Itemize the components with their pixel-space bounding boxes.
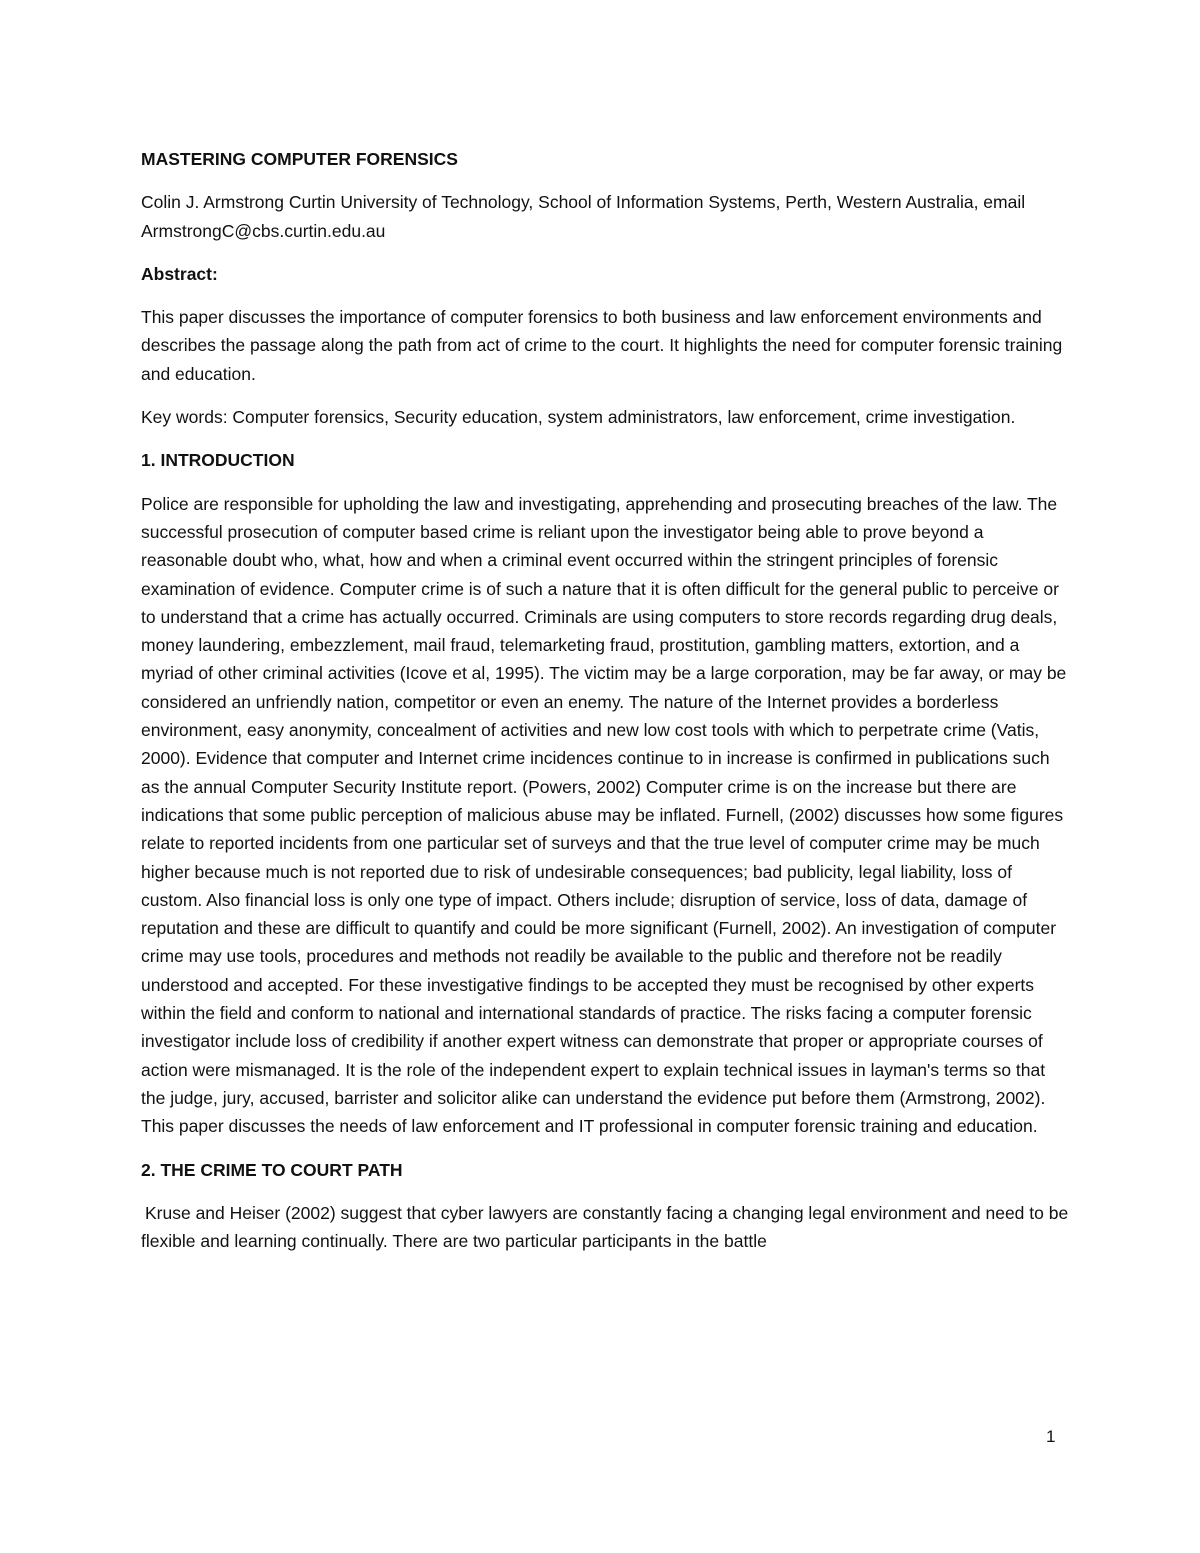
author-affiliation: Colin J. Armstrong Curtin University of Technology, School of Information Systems, Perth, Western Australia, email ArmstrongC@cbs.curtin.edu.au bbox=[141, 192, 1026, 241]
page-content bbox=[141, 145, 1071, 1270]
page-number: 1 bbox=[1046, 1427, 1056, 1446]
keywords: Key words: Computer forensics, Security education, system administrators, law enforcement, crime investigation. bbox=[141, 407, 1016, 428]
section-heading-crime-to-court: 2. THE CRIME TO COURT PATH bbox=[141, 1159, 403, 1180]
abstract-label: Abstract: bbox=[141, 263, 218, 284]
crime-to-court-body: Kruse and Heiser (2002) suggest that cyber lawyers are constantly facing a changing legal environment and need to be flexible and learning continually. There are two particular participants in the battle bbox=[141, 1202, 1069, 1252]
introduction-body: Police are responsible for upholding the law and investigating, apprehending and prosecuting breaches of the law. The successful prosecution of computer based crime is reliant upon the investigator being able to prove beyond a reasonable doubt who, what, how and when a criminal event occurred within the stringent principles of forensic examination of evidence. Computer crime is of such a nature that it is often difficult for the general public to perceive or to understand that a crime has actually occurred. Criminals are using computers to store records regarding drug deals, money laundering, embezzlement, mail fraud, telemarketing fraud, prostitution, gambling matters, extortion, and a myriad of other criminal activities (Icove et al, 1995). The victim may be a large corporation, may be far away, or may be considered an unfriendly nation, competitor or even an enemy. The nature of the Internet provides a borderless environment, easy anonymity, concealment of activities and new low cost tools with which to perpetrate crime (Vatis, 2000). Evidence that computer and Internet crime incidences continue to in increase is confirmed in publications such as the annual Computer Security Institute report. (Powers, 2002) Computer crime is on the increase but there are indications that some public perception of malicious abuse may be inflated. Furnell, (2002) discusses how some figures relate to reported incidents from one particular set of surveys and that the true level of computer crime may be much higher because much is not reported due to risk of undesirable consequences; bad publicity, legal liability, loss of custom. Also financial loss is only one type of impact. Others include; disruption of service, loss of data, damage of reputation and these are difficult to quantify and could be more significant (Furnell, 2002). An investigation of computer crime may use tools, procedures and methods not readily be available to the public and therefore not be readily understood and accepted. For these investigative findings to be accepted they must be recognised by other experts within the field and conform to national and international standards of practice. The risks facing a computer forensic investigator include loss of credibility if another expert witness can demonstrate that proper or appropriate courses of action were mismanaged. It is the role of the independent expert to explain technical issues in layman's terms so that the judge, jury, accused, barrister and solicitor alike can understand the evidence put before them (Armstrong, 2002). This paper discusses the needs of law enforcement and IT professional in computer forensic training and education. bbox=[141, 493, 1067, 1137]
abstract-text: This paper discusses the importance of computer forensics to both business and law enforcement environments and describes the passage along the path from act of crime to the court. It highlights the need for computer forensic training and education. bbox=[141, 307, 1063, 384]
paper-title: MASTERING COMPUTER FORENSICS bbox=[141, 149, 458, 169]
section-heading-introduction: 1. INTRODUCTION bbox=[141, 450, 295, 471]
